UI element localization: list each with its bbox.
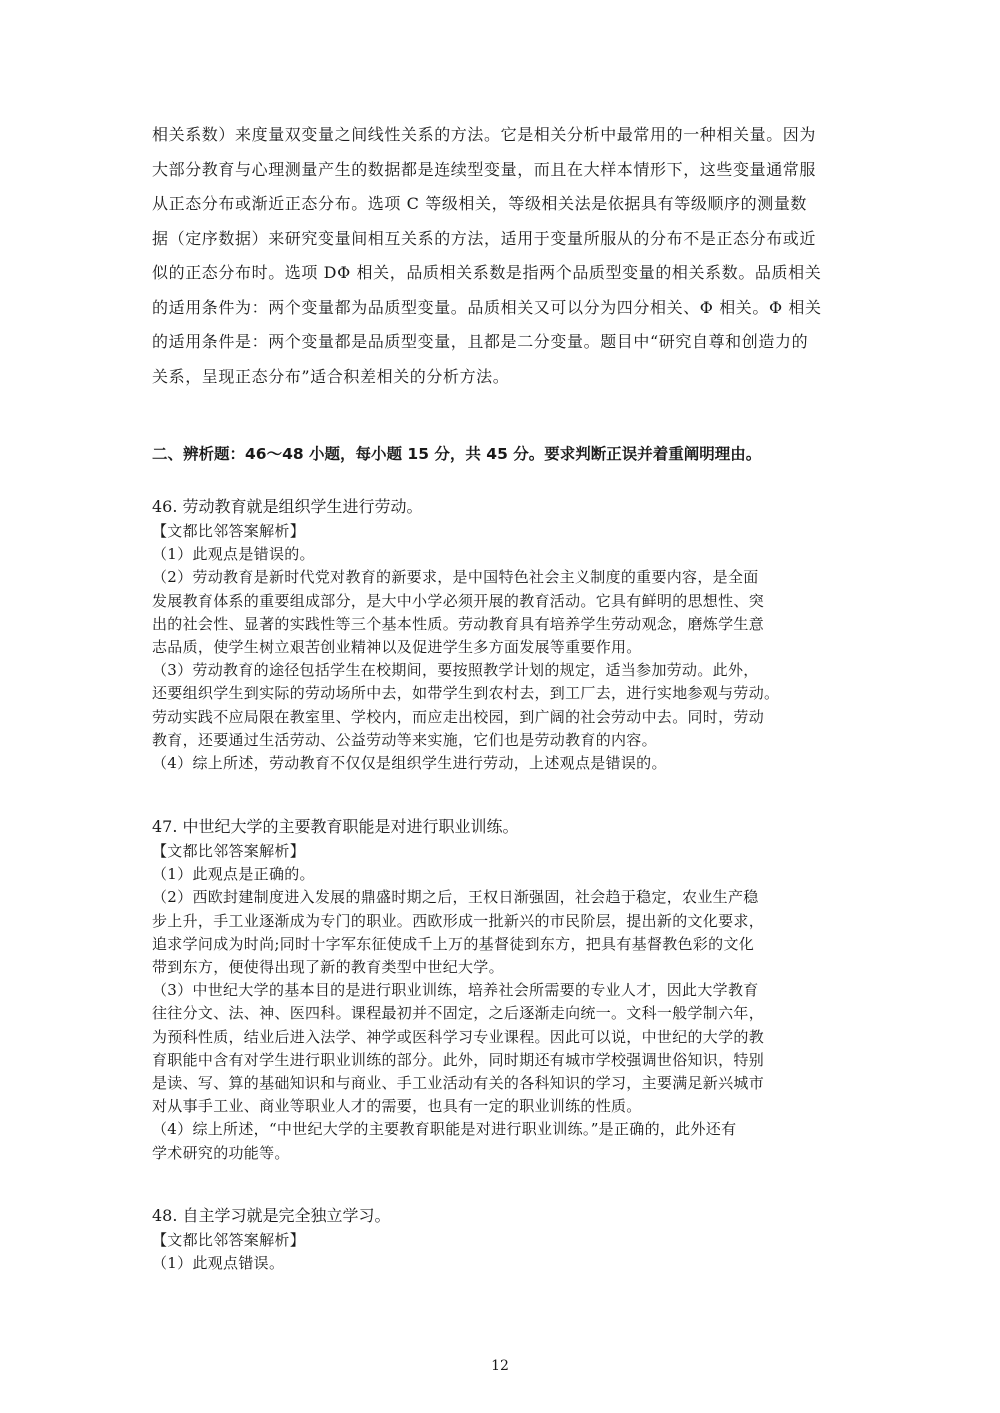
answer-line: 教育，还要通过生活劳动、公益劳动等来实施，它们也是劳动教育的内容。 xyxy=(152,730,657,749)
answer-body xyxy=(152,520,852,775)
answer-line: 学术研究的功能等。 xyxy=(152,1143,290,1162)
intro-line: 的适用条件为：两个变量都为品质型变量。品质相关又可以分为四分相关、Φ 相关。Φ 相关 xyxy=(152,297,822,317)
intro-paragraph xyxy=(152,118,852,394)
answer-line: 出的社会性、显著的实践性等三个基本性质。劳动教育具有培养学生劳动观念，磨炼学生意 xyxy=(152,614,765,633)
answer-body xyxy=(152,1229,852,1275)
answer-label: 【文都比邻答案解析】 xyxy=(152,842,306,860)
intro-line: 似的正态分布时。选项 DΦ 相关，品质相关系数是指两个品质型变量的相关系数。品质相关 xyxy=(152,263,822,282)
answer-line: （4）综上所述，劳动教育不仅仅是组织学生进行劳动，上述观点是错误的。 xyxy=(152,754,667,773)
question-46 xyxy=(152,495,852,775)
answer-line: （1）此观点错误。 xyxy=(152,1254,285,1273)
answer-line: （1）此观点是正确的。 xyxy=(152,865,315,884)
answer-line: 对从事手工业、商业等职业人才的需要，也具有一定的职业训练的性质。 xyxy=(152,1097,642,1116)
answer-line: （3）劳动教育的途径包括学生在校期间，要按照教学计划的规定，适当参加劳动。此外， xyxy=(152,661,759,680)
answer-line: （4）综上所述，“中世纪大学的主要教育职能是对进行职业训练。”是正确的，此外还有 xyxy=(152,1120,737,1139)
answer-line: 是读、写、算的基础知识和与商业、手工业活动有关的各科知识的学习，主要满足新兴城市 xyxy=(152,1074,765,1093)
intro-line: 关系，呈现正态分布”适合积差相关的分析方法。 xyxy=(152,366,510,386)
answer-line: 还要组织学生到实际的劳动场所中去，如带学生到农村去，到工厂去，进行实地参观与劳动。 xyxy=(152,684,780,703)
question-title: 48. 自主学习就是完全独立学习。 xyxy=(152,1206,391,1225)
answer-line: 为预科性质，结业后进入法学、神学或医科学习专业课程。因此可以说，中世纪的大学的教 xyxy=(152,1027,765,1046)
intro-line: 据（定序数据）来研究变量间相互关系的方法，适用于变量所服从的分布不是正态分布或近 xyxy=(152,228,817,248)
answer-line: 往往分文、法、神、医四科。课程最初并不固定，之后逐渐走向统一。文科一般学制六年， xyxy=(152,1004,765,1023)
answer-line: （1）此观点是错误的。 xyxy=(152,545,315,564)
answer-line: （2）劳动教育是新时代党对教育的新要求，是中国特色社会主义制度的重要内容，是全面 xyxy=(152,568,759,587)
answer-line: 步上升，手工业逐渐成为专门的职业。西欧形成一批新兴的市民阶层，提出新的文化要求， xyxy=(152,911,765,930)
answer-line: 育职能中含有对学生进行职业训练的部分。此外，同时期还有城市学校强调世俗知识，特别 xyxy=(152,1050,765,1069)
answer-line: 劳动实践不应局限在教室里、学校内，而应走出校园，到广阔的社会劳动中去。同时，劳动 xyxy=(152,707,765,726)
intro-line: 相关系数）来度量双变量之间线性关系的方法。它是相关分析中最常用的一种相关量。因为 xyxy=(152,125,817,144)
answer-line: 追求学问成为时尚;同时十字军东征使成千上万的基督徒到东方，把具有基督教色彩的文化 xyxy=(152,934,755,953)
intro-line: 的适用条件是：两个变量都是品质型变量，且都是二分变量。题目中“研究自尊和创造力的 xyxy=(152,332,809,351)
question-title: 47. 中世纪大学的主要教育职能是对进行职业训练。 xyxy=(152,817,519,836)
answer-line: 带到东方，便使得出现了新的教育类型中世纪大学。 xyxy=(152,958,504,977)
answer-label: 【文都比邻答案解析】 xyxy=(152,1231,306,1249)
intro-line: 从正态分布或渐近正态分布。选项 C 等级相关，等级相关法是依据具有等级顺序的测量数 xyxy=(152,194,808,213)
page-number: 12 xyxy=(491,1358,509,1374)
answer-label: 【文都比邻答案解析】 xyxy=(152,522,306,540)
intro-line: 大部分教育与心理测量产生的数据都是连续型变量，而且在大样本情形下，这些变量通常服 xyxy=(152,159,817,179)
answer-line: （3）中世纪大学的基本目的是进行职业训练，培养社会所需要的专业人才，因此大学教育 xyxy=(152,981,759,1000)
question-48 xyxy=(152,1204,852,1275)
section-heading: 二、辨析题：46～48 小题，每小题 15 分，共 45 分。要求判断正误并着重阐明理由。 xyxy=(152,445,762,463)
answer-line: 志品质，使学生树立艰苦创业精神以及促进学生多方面发展等重要作用。 xyxy=(152,638,642,657)
answer-line: （2）西欧封建制度进入发展的鼎盛时期之后，王权日渐强固，社会趋于稳定，农业生产稳 xyxy=(152,888,759,907)
answer-line: 发展教育体系的重要组成部分，是大中小学必须开展的教育活动。它具有鲜明的思想性、突 xyxy=(152,591,765,610)
question-title: 46. 劳动教育就是组织学生进行劳动。 xyxy=(152,497,423,516)
answer-body xyxy=(152,840,852,1165)
question-47 xyxy=(152,815,852,1165)
